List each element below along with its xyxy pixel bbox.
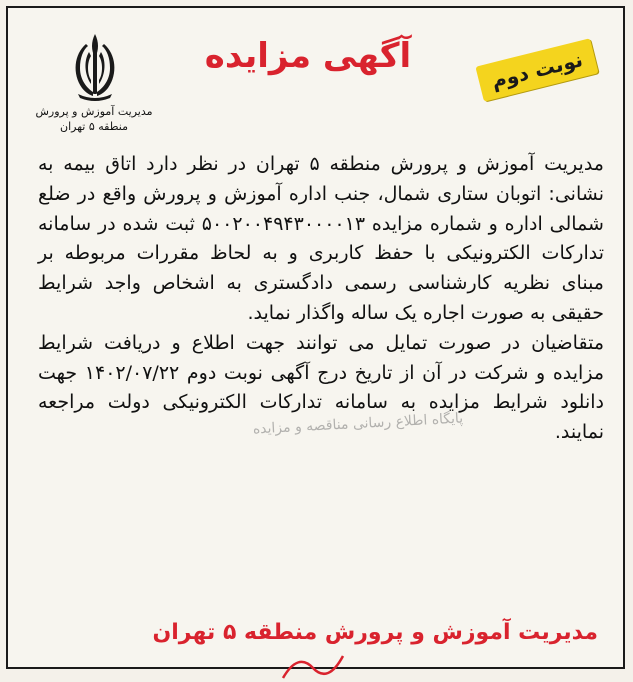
notice-body bbox=[38, 150, 604, 448]
notice-paragraph-1: مدیریت آموزش و پرورش منطقه ۵ تهران در نظر دارد اتاق بیمه به نشانی: اتوبان ستاری شمال، جنب اداره آموزش و پرورش واقع در ضلع شمالی اداره و شماره مزایده ۵۰۰۲۰۰۴۹۴۳۰۰۰۰۱۳ ثبت شده در سامانه تدارکات الکترونیکی با حفظ کاربری و به لحاظ مقررات مربوطه بر مبنای نظریه کارشناسی رسمی دادگستری به اشخاص واجد شرایط حقیقی به صورت اجاره یک ساله واگذار نماید. bbox=[38, 153, 604, 324]
notice-header bbox=[8, 8, 623, 158]
org-label-line1: مدیریت آموزش و پرورش bbox=[35, 105, 153, 118]
notice-title: آگهی مزایده bbox=[204, 36, 412, 76]
org-label-line2: منطقه ۵ تهران bbox=[60, 120, 128, 133]
org-label bbox=[34, 104, 154, 134]
second-round-badge: نوبت دوم bbox=[475, 38, 598, 101]
notice-signature: مدیریت آموزش و پرورش منطقه ۵ تهران bbox=[152, 620, 598, 645]
notice-paragraph-2: متقاضیان در صورت تمایل می توانند جهت اطلاع و دریافت شرایط مزایده و شرکت در آن از تاریخ درج آگهی نوبت دوم ۱۴۰۲/۰۷/۲۲ جهت دانلود شرایط مزایده به سامانه تدارکات الکترونیکی دولت مراجعه نمایند. bbox=[38, 331, 604, 444]
watermark-text: پایگاه اطلاع رسانی مناقصه و مزایده bbox=[252, 410, 464, 438]
notice-frame bbox=[6, 6, 625, 669]
iran-emblem-icon bbox=[60, 30, 130, 102]
